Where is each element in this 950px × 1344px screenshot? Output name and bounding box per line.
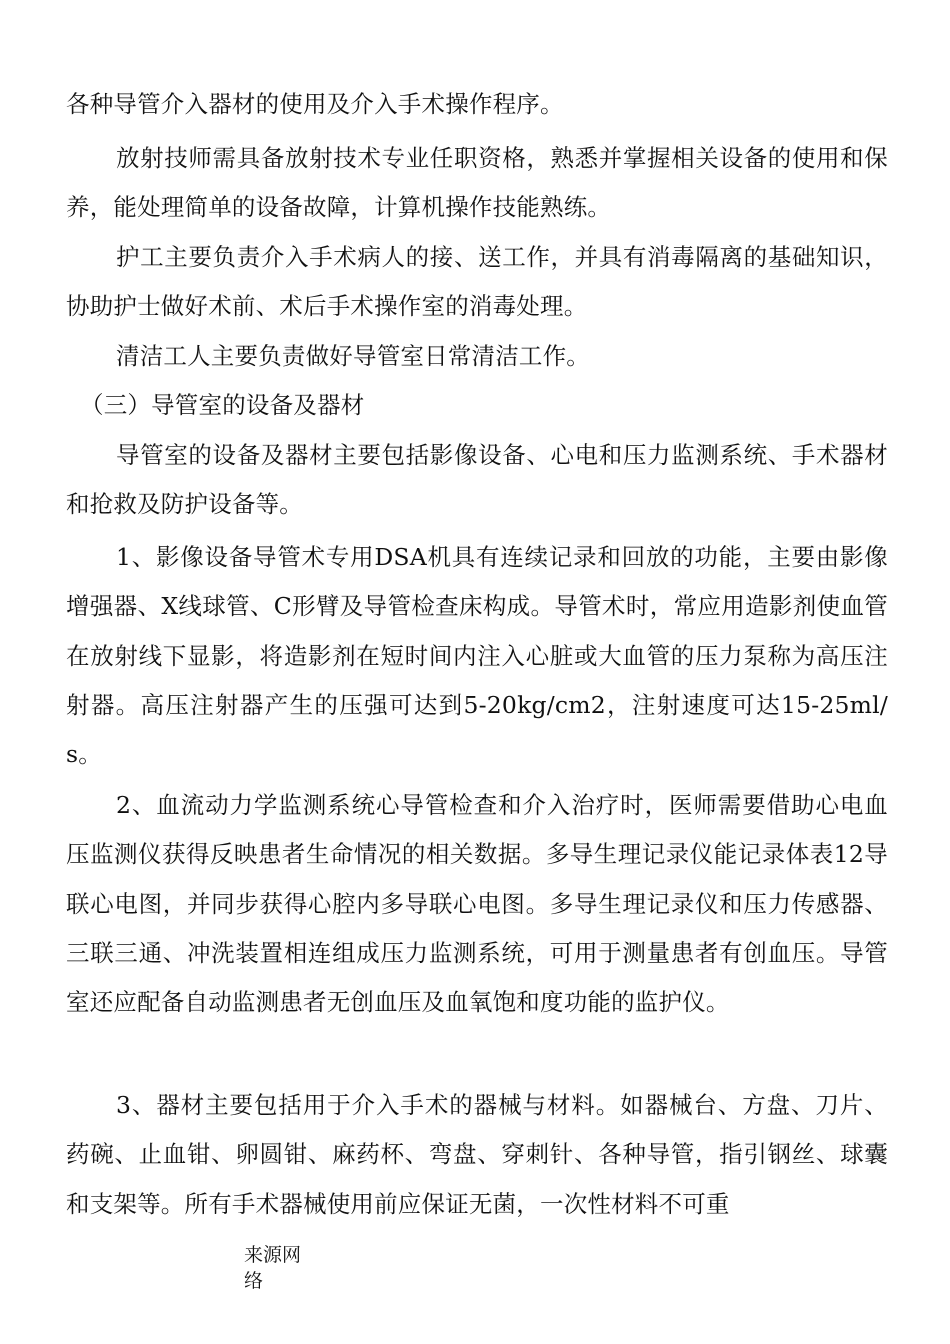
source-footer: 来源网络 [244,1244,302,1292]
paragraph-hemodynamic-monitoring: 2、血流动力学监测系统心导管检查和介入治疗时，医师需要借助心电血压监测仪获得反映患者生命情况的相关数据。多导生理记录仪能记录体表12导联心电图，并同步获得心腔内多导联心电图。多导生理记录仪和压力传感器、三联三通、冲洗装置相连组成压力监测系统，可用于测量患者有创血压。导管室还应配备自动监测患者无创血压及血氧饱和度功能的监护仪。 [66,791,888,1017]
paragraph-nursing-worker: 护工主要负责介入手术病人的接、送工作，并具有消毒隔离的基础知识，协助护士做好术前、术后手术操作室的消毒处理。 [66,243,888,321]
paragraph-continuation: 各种导管介入器材的使用及介入手术操作程序。 [66,90,564,118]
paragraph-cleaning-worker: 清洁工人主要负责做好导管室日常清洁工作。 [116,342,590,370]
paragraph-imaging-equipment: 1、影像设备导管术专用DSA机具有连续记录和回放的功能，主要由影像增强器、X线球管、C形臂及导管检查床构成。导管术时，常应用造影剂使血管在放射线下显影，将造影剂在短时间内注入心脏或大血管的压力泵称为高压注射器。高压注射器产生的压强可达到5-20kg/cm2，注射速度可达15-25ml/s。 [66,543,888,769]
paragraph-surgical-instruments: 3、器材主要包括用于介入手术的器械与材料。如器械台、方盘、刀片、药碗、止血钳、卵圆钳、麻药杯、弯盘、穿刺针、各种导管，指引钢丝、球囊和支架等。所有手术器械使用前应保证无菌，一次性材料不可重 [66,1091,888,1218]
paragraph-radiology-technician: 放射技师需具备放射技术专业任职资格，熟悉并掌握相关设备的使用和保养，能处理简单的设备故障，计算机操作技能熟练。 [66,144,888,222]
paragraph-equipment-overview: 导管室的设备及器材主要包括影像设备、心电和压力监测系统、手术器材和抢救及防护设备等。 [66,441,888,519]
section-heading: （三）导管室的设备及器材 [80,391,365,419]
